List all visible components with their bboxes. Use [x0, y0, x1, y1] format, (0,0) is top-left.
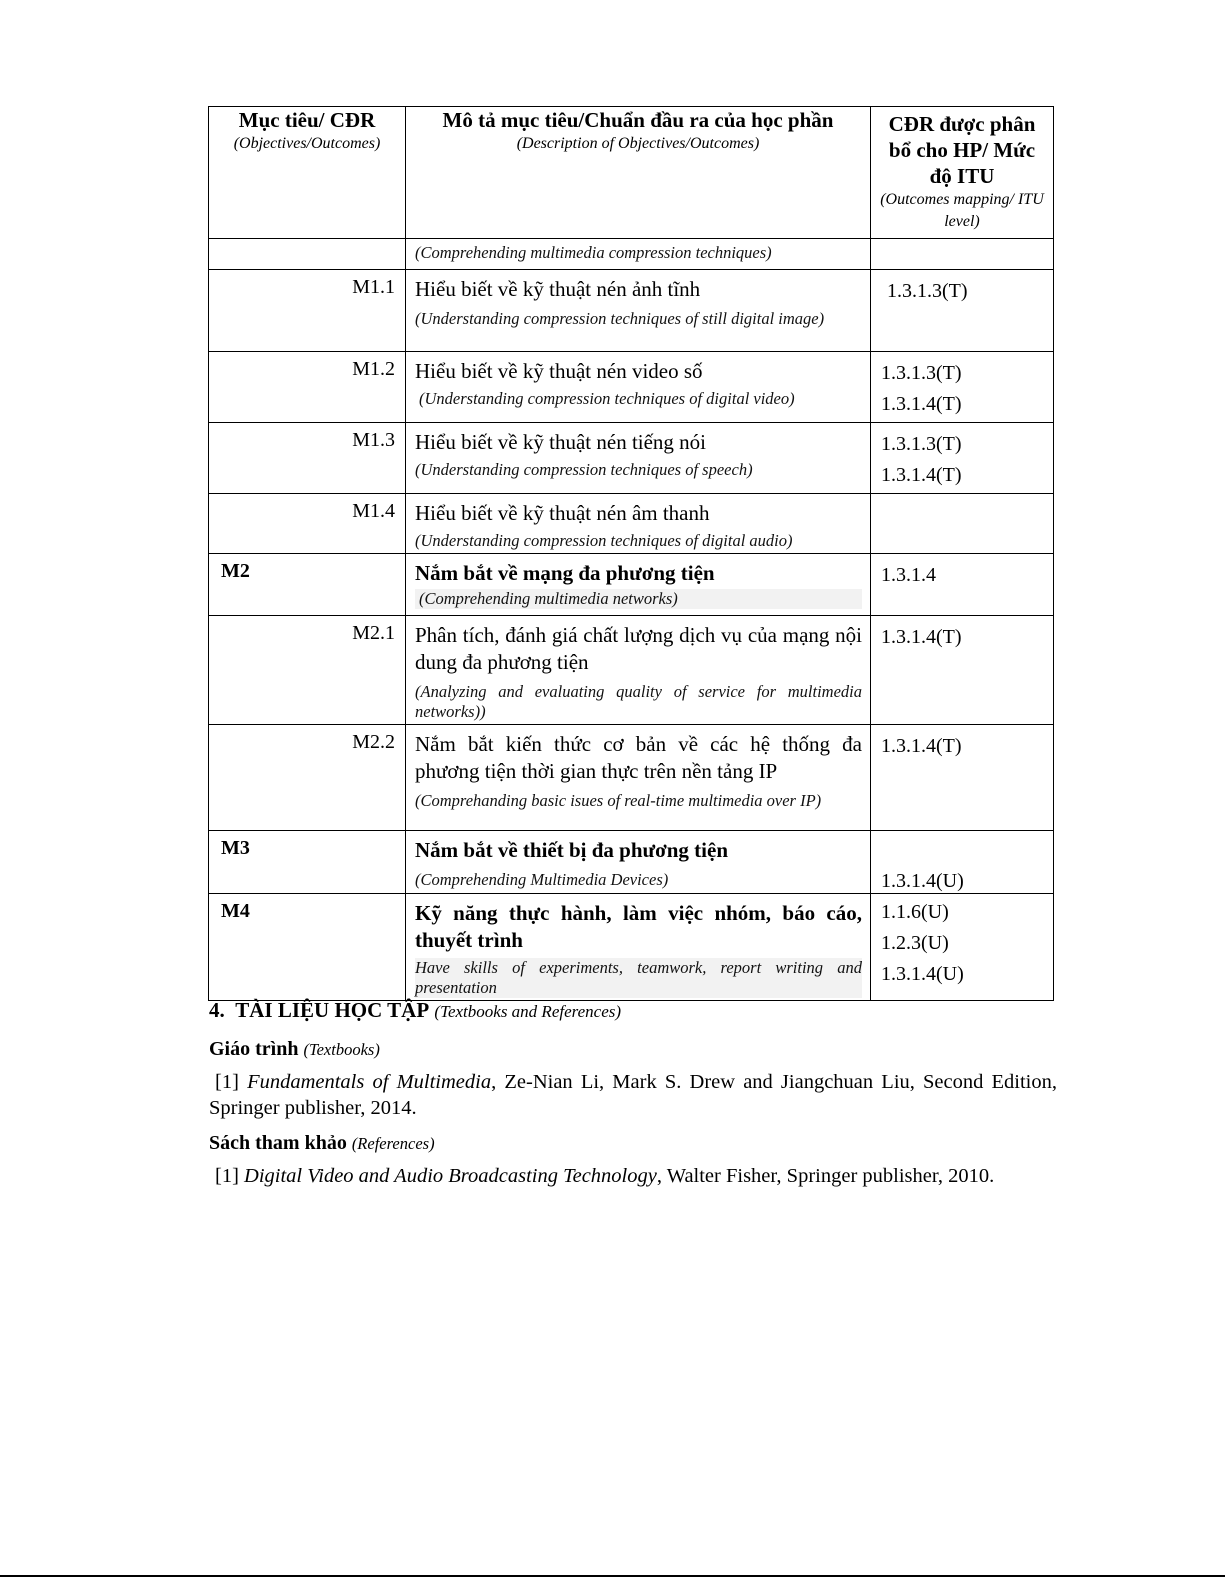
header-mapping — [871, 107, 1054, 239]
objective-vi: Nắm bắt kiến thức cơ bản về các hệ thống đa phương tiện thời gian thực trên nền tảng IP — [415, 732, 862, 783]
continuation-text: (Comprehending multimedia compression techniques) — [415, 243, 772, 262]
header-mapping-en: (Outcomes mapping/ ITU level) — [880, 191, 1044, 230]
objective-code: M2.1 — [209, 616, 406, 725]
objective-vi: Hiểu biết về kỹ thuật nén âm thanh — [415, 501, 710, 525]
objective-code: M1.3 — [209, 423, 406, 494]
table-row — [209, 270, 1054, 352]
objective-en: (Understanding compression techniques of speech) — [415, 460, 753, 479]
page-edge-line — [0, 1575, 1225, 1577]
table-row — [209, 831, 1054, 894]
objective-en: (Comprehanding basic isues of real-time multimedia over IP) — [415, 791, 822, 810]
references-label: Sách tham khảo — [209, 1132, 347, 1154]
objective-vi: Hiểu biết về kỹ thuật nén video số — [415, 359, 703, 383]
header-description — [406, 107, 871, 239]
table-row — [209, 554, 1054, 616]
objective-vi: Nắm bắt về mạng đa phương tiện — [415, 561, 715, 585]
mapping-value: 1.3.1.4(T) — [881, 735, 962, 757]
objective-en: (Understanding compression techniques of digital audio) — [415, 531, 793, 550]
objective-code: M4 — [209, 894, 406, 1001]
textbook-number: [1] — [215, 1071, 239, 1093]
section-4-heading — [209, 998, 1057, 1023]
section-title-en: (Textbooks and References) — [434, 1002, 622, 1021]
objective-code: M1.4 — [209, 494, 406, 554]
header-mapping-vi: CĐR được phân bổ cho HP/ Mức độ ITU — [888, 112, 1036, 188]
textbooks-label: Giáo trình — [209, 1038, 299, 1060]
table-row — [209, 725, 1054, 831]
mapping-value: 1.3.1.3(T) — [881, 433, 962, 455]
table-row — [209, 352, 1054, 423]
objective-vi: Hiểu biết về kỹ thuật nén tiếng nói — [415, 430, 707, 454]
table-row — [209, 894, 1054, 1001]
outcomes-table — [208, 106, 1054, 1001]
header-description-en: (Description of Objectives/Outcomes) — [516, 135, 760, 152]
mapping-value: 1.1.6(U) — [881, 901, 949, 923]
table-row — [209, 239, 1054, 270]
objective-code: M3 — [209, 831, 406, 894]
textbook-title: Fundamentals of Multimedia — [247, 1071, 492, 1093]
mapping-value: 1.3.1.4 — [881, 564, 936, 586]
mapping-value: 1.3.1.4(T) — [881, 393, 962, 415]
objective-en: (Comprehending multimedia networks) — [415, 589, 862, 609]
reference-number: [1] — [215, 1165, 239, 1187]
header-objectives-en: (Objectives/Outcomes) — [233, 135, 381, 152]
objective-en: (Analyzing and evaluating quality of service for multimedia networks)) — [415, 682, 862, 721]
objective-code: M2.2 — [209, 725, 406, 831]
mapping-value: 1.3.1.3(T) — [881, 362, 962, 384]
mapping-value: 1.3.1.4(U) — [881, 870, 964, 892]
objective-en: (Understanding compression techniques of still digital image) — [415, 309, 825, 328]
objective-vi: Phân tích, đánh giá chất lượng dịch vụ của mạng nội dung đa phương tiện — [415, 623, 862, 674]
header-objectives-vi: Mục tiêu/ CĐR — [238, 108, 376, 132]
table-row — [209, 616, 1054, 725]
table-header-row — [209, 107, 1054, 239]
objective-en: (Comprehending Multimedia Devices) — [415, 870, 669, 889]
reference-entry — [209, 1163, 1057, 1189]
mapping-value: 1.3.1.3(T) — [887, 280, 968, 302]
objective-vi: Hiểu biết về kỹ thuật nén ảnh tĩnh — [415, 277, 701, 301]
objective-vi: Nắm bắt về thiết bị đa phương tiện — [415, 838, 729, 862]
header-description-vi: Mô tả mục tiêu/Chuẩn đầu ra của học phần — [442, 108, 834, 132]
objective-vi: Kỹ năng thực hành, làm việc nhóm, báo cáo, thuyết trình — [415, 901, 862, 952]
mapping-value: 1.3.1.4(T) — [881, 464, 962, 486]
mapping-value: 1.3.1.4(T) — [881, 626, 962, 648]
header-objectives — [209, 107, 406, 239]
objective-en: (Understanding compression techniques of digital video) — [419, 389, 795, 408]
reference-title: Digital Video and Audio Broadcasting Technology — [244, 1165, 657, 1187]
mapping-value: 1.2.3(U) — [881, 932, 949, 954]
objective-en: Have skills of experiments, teamwork, report writing and presentation — [415, 958, 862, 997]
textbook-entry — [209, 1069, 1057, 1121]
textbook-details: , Ze-Nian Li, Mark S. Drew and Jiangchuan Liu, Second Edition, Springer publisher, 2014. — [209, 1071, 1058, 1119]
textbooks-label-en: (Textbooks) — [303, 1040, 380, 1059]
objective-code: M1.1 — [209, 270, 406, 352]
textbooks-heading — [209, 1038, 1057, 1061]
reference-details: , Walter Fisher, Springer publisher, 2010. — [656, 1165, 995, 1187]
references-label-en: (References) — [351, 1134, 435, 1153]
table-row — [209, 494, 1054, 554]
objective-code: M2 — [209, 554, 406, 616]
section-title: TÀI LIỆU HỌC TẬP — [235, 998, 430, 1022]
mapping-value: 1.3.1.4(U) — [881, 963, 964, 985]
table-row — [209, 423, 1054, 494]
section-number: 4. — [209, 998, 225, 1022]
references-heading — [209, 1132, 1057, 1155]
objective-code: M1.2 — [209, 352, 406, 423]
